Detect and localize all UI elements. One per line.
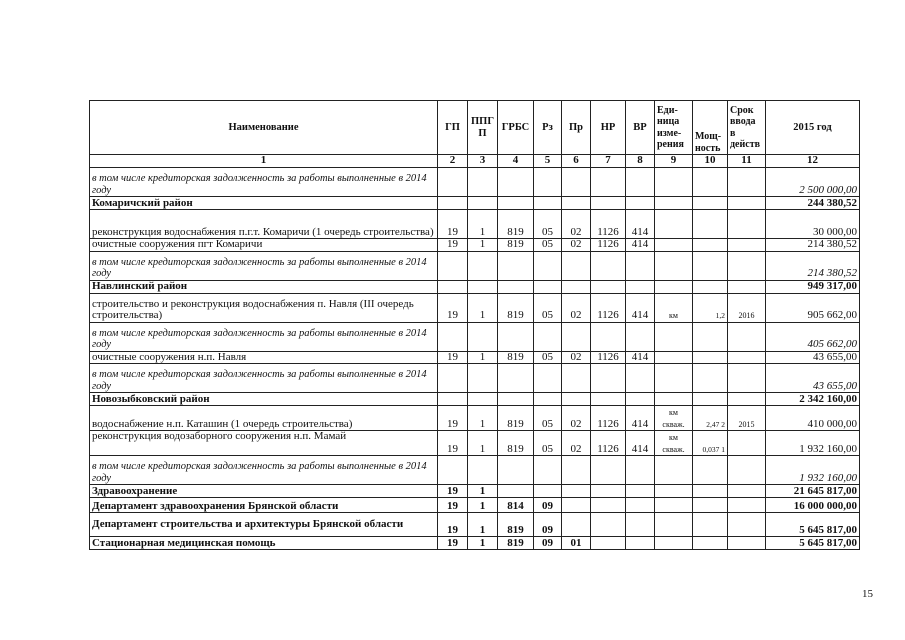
row-name: водоснабжение н.п. Каташин (1 очередь строительства) — [90, 406, 438, 431]
row-capacity: 1,2 — [693, 293, 728, 322]
row-amount: 405 662,00 — [766, 322, 860, 351]
budget-table — [89, 100, 860, 550]
row-rz: 05 — [534, 406, 562, 431]
row-vr: 414 — [626, 210, 655, 239]
row-name: очистные сооружения н.п. Навля — [90, 351, 438, 364]
row-amount: 21 645 817,00 — [766, 485, 860, 498]
row-ppgp: 1 — [468, 210, 498, 239]
colnum: 4 — [498, 155, 534, 168]
row-amount: 410 000,00 — [766, 406, 860, 431]
table-row — [90, 168, 860, 197]
header-ppgp: ППГ П — [468, 101, 498, 155]
row-ppgp: 1 — [468, 498, 498, 513]
colnum: 11 — [728, 155, 766, 168]
header-unit: Еди-ница изме-рения — [655, 101, 693, 155]
row-rz: 05 — [534, 210, 562, 239]
table-row — [90, 513, 860, 537]
row-amount: 5 645 817,00 — [766, 537, 860, 550]
row-grbs: 819 — [498, 293, 534, 322]
row-nr: 1126 — [591, 406, 626, 431]
row-ppgp: 1 — [468, 431, 498, 456]
row-rz: 05 — [534, 431, 562, 456]
row-grbs: 819 — [498, 513, 534, 537]
row-pr: 01 — [562, 537, 591, 550]
row-vr: 414 — [626, 351, 655, 364]
row-vr: 414 — [626, 293, 655, 322]
row-rz: 05 — [534, 293, 562, 322]
table-row — [90, 239, 860, 252]
table-row — [90, 485, 860, 498]
header-nr: НР — [591, 101, 626, 155]
row-pr: 02 — [562, 431, 591, 456]
table-row — [90, 364, 860, 393]
table-row — [90, 251, 860, 280]
row-name: Департамент здравоохранения Брянской области — [90, 498, 438, 513]
colnum: 9 — [655, 155, 693, 168]
row-gp: 19 — [438, 498, 468, 513]
row-ppgp: 1 — [468, 351, 498, 364]
row-vr: 414 — [626, 431, 655, 456]
colnum: 8 — [626, 155, 655, 168]
row-gp: 19 — [438, 239, 468, 252]
colnum: 6 — [562, 155, 591, 168]
row-name: в том числе кредиторская задолженность за работы выполненные в 2014 году — [90, 251, 438, 280]
row-amount: 2 342 160,00 — [766, 393, 860, 406]
row-nr: 1126 — [591, 293, 626, 322]
table-row — [90, 498, 860, 513]
row-amount: 1 932 160,00 — [766, 456, 860, 485]
table-row — [90, 537, 860, 550]
colnum: 1 — [90, 155, 438, 168]
header-name: Наименование — [90, 101, 438, 155]
row-name: очистные сооружения пгт Комаричи — [90, 239, 438, 252]
row-rz: 09 — [534, 498, 562, 513]
row-name: реконструкция водозаборного сооружения н.п. Мамай — [90, 431, 438, 456]
colnum: 12 — [766, 155, 860, 168]
row-unit: км — [655, 293, 693, 322]
header-gp: ГП — [438, 101, 468, 155]
row-amount: 949 317,00 — [766, 280, 860, 293]
row-grbs: 819 — [498, 406, 534, 431]
table-row — [90, 322, 860, 351]
row-grbs: 819 — [498, 239, 534, 252]
row-name: реконструкция водоснабжения п.г.т. Комаричи (1 очередь строительства) — [90, 210, 438, 239]
row-amount: 2 500 000,00 — [766, 168, 860, 197]
row-grbs: 819 — [498, 431, 534, 456]
row-amount: 905 662,00 — [766, 293, 860, 322]
row-name: Здравоохранение — [90, 485, 438, 498]
row-deadline: 2015 — [728, 406, 766, 431]
row-rz: 05 — [534, 239, 562, 252]
row-name: Навлинский район — [90, 280, 438, 293]
row-name: Новозыбковский район — [90, 393, 438, 406]
table-row — [90, 280, 860, 293]
row-rz: 05 — [534, 351, 562, 364]
row-rz: 09 — [534, 513, 562, 537]
row-ppgp: 1 — [468, 537, 498, 550]
table-row — [90, 431, 860, 456]
table-row — [90, 210, 860, 239]
row-pr: 02 — [562, 239, 591, 252]
row-pr: 02 — [562, 293, 591, 322]
row-pr: 02 — [562, 210, 591, 239]
row-nr: 1126 — [591, 210, 626, 239]
row-amount: 16 000 000,00 — [766, 498, 860, 513]
row-grbs: 814 — [498, 498, 534, 513]
row-grbs: 819 — [498, 537, 534, 550]
row-amount: 5 645 817,00 — [766, 513, 860, 537]
row-capacity: 2,47 2 — [693, 406, 728, 431]
table-row — [90, 456, 860, 485]
row-rz: 09 — [534, 537, 562, 550]
row-amount: 1 932 160,00 — [766, 431, 860, 456]
table-row — [90, 393, 860, 406]
row-nr: 1126 — [591, 239, 626, 252]
row-ppgp: 1 — [468, 406, 498, 431]
table-row — [90, 293, 860, 322]
colnum: 2 — [438, 155, 468, 168]
table-header-row — [90, 101, 860, 155]
row-gp: 19 — [438, 293, 468, 322]
header-pr: Пр — [562, 101, 591, 155]
header-grbs: ГРБС — [498, 101, 534, 155]
row-name: Департамент строительства и архитектуры Брянской области — [90, 513, 438, 537]
table-row — [90, 351, 860, 364]
row-ppgp: 1 — [468, 513, 498, 537]
row-name: Комаричский район — [90, 197, 438, 210]
row-amount: 214 380,52 — [766, 239, 860, 252]
row-name: в том числе кредиторская задолженность за работы выполненные в 2014 году — [90, 364, 438, 393]
header-rz: Рз — [534, 101, 562, 155]
row-amount: 30 000,00 — [766, 210, 860, 239]
row-amount: 214 380,52 — [766, 251, 860, 280]
row-name: в том числе кредиторская задолженность за работы выполненные в 2014 году — [90, 322, 438, 351]
row-amount: 244 380,52 — [766, 197, 860, 210]
header-vr: ВР — [626, 101, 655, 155]
table-row — [90, 406, 860, 431]
row-gp: 19 — [438, 431, 468, 456]
row-name: Стационарная медицинская помощь — [90, 537, 438, 550]
colnum: 10 — [693, 155, 728, 168]
header-deadline: Срок ввода в действ — [728, 101, 766, 155]
row-amount: 43 655,00 — [766, 364, 860, 393]
row-ppgp: 1 — [468, 485, 498, 498]
row-pr: 02 — [562, 351, 591, 364]
row-nr: 1126 — [591, 431, 626, 456]
page-number: 15 — [862, 588, 873, 600]
row-gp: 19 — [438, 210, 468, 239]
row-ppgp: 1 — [468, 239, 498, 252]
header-capacity: Мощ-ность — [693, 101, 728, 155]
column-number-row — [90, 155, 860, 168]
row-name: строительство и реконструкция водоснабжения п. Навля (III очередь строительства) — [90, 293, 438, 322]
row-unit: км скваж. — [655, 431, 693, 456]
row-grbs: 819 — [498, 210, 534, 239]
row-gp: 19 — [438, 351, 468, 364]
colnum: 3 — [468, 155, 498, 168]
colnum: 5 — [534, 155, 562, 168]
row-pr: 02 — [562, 406, 591, 431]
row-deadline: 2016 — [728, 293, 766, 322]
row-name: в том числе кредиторская задолженность за работы выполненные в 2014 году — [90, 456, 438, 485]
colnum: 7 — [591, 155, 626, 168]
row-vr: 414 — [626, 406, 655, 431]
row-nr: 1126 — [591, 351, 626, 364]
row-unit: км скваж. — [655, 406, 693, 431]
row-ppgp: 1 — [468, 293, 498, 322]
row-capacity: 0,037 1 — [693, 431, 728, 456]
row-gp: 19 — [438, 537, 468, 550]
row-amount: 43 655,00 — [766, 351, 860, 364]
table-row — [90, 197, 860, 210]
row-gp: 19 — [438, 406, 468, 431]
row-grbs: 819 — [498, 351, 534, 364]
row-name: в том числе кредиторская задолженность за работы выполненные в 2014 году — [90, 168, 438, 197]
row-gp: 19 — [438, 513, 468, 537]
row-vr: 414 — [626, 239, 655, 252]
header-year: 2015 год — [766, 101, 860, 155]
row-gp: 19 — [438, 485, 468, 498]
